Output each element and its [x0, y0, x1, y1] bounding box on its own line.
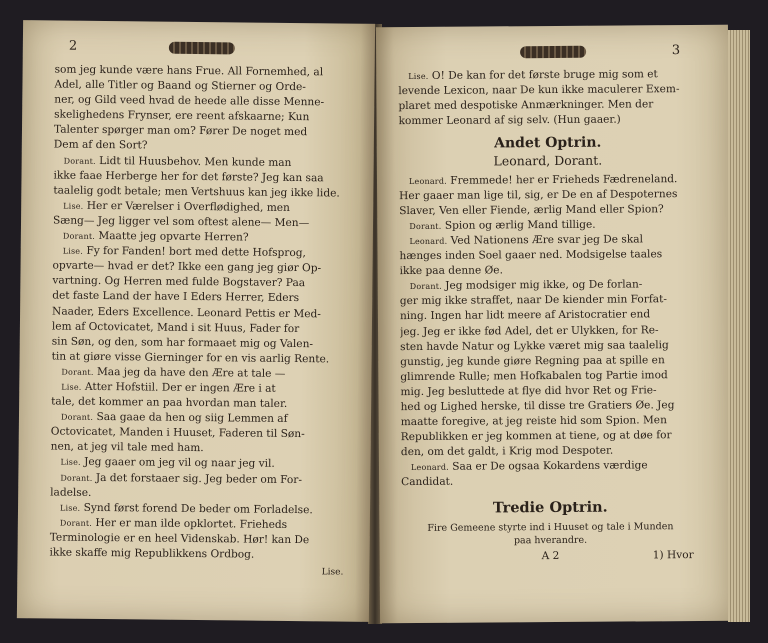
text-line [400, 292, 698, 309]
line-text: plaret med despotiske Anmærkninger. Men der [398, 98, 654, 113]
line-text: Jeg modsiger mig ikke, og De forlan- [445, 278, 643, 292]
line-text: Terminologie er en heel Videnskab. Hør! kan De [49, 531, 310, 547]
line-text: Ved Nationens Ære svar jeg De skal [450, 233, 643, 247]
line-text: glimrende Rulle; men Hofkabalen tog Partie imod [400, 368, 668, 383]
text-line [399, 187, 697, 204]
line-text: Maa jeg da have den Ære at tale — [96, 365, 286, 380]
line-text: Jeg gaaer om jeg vil og naar jeg vil. [84, 456, 275, 471]
line-text: Republikken er jeg kommen at tiene, og at døe for [400, 429, 672, 444]
line-text: Maatte jeg opvarte Herren? [98, 230, 249, 244]
speaker-name: Leonard. [408, 176, 447, 186]
line-text: levende Lexicon, naar De kun ikke maculerer Exem- [398, 83, 680, 98]
text-line [399, 247, 697, 264]
line-text: Saa gaae da hen og siig Lemmen af [96, 411, 288, 426]
page-edges [728, 30, 750, 622]
line-text: ikke faae Herberge her for det første? Jeg kan saa [53, 169, 324, 184]
line-text: Adel, alle Titler og Baand og Stierner og Orde- [54, 78, 306, 94]
line-text: maatte foregive, at jeg reiste hid som Spion. Men [400, 414, 667, 429]
line-text: tale, det kommer an paa hvordan man taler. [51, 395, 288, 411]
speaker-name: Lise. [62, 246, 84, 256]
line-text: skelighedens Frynser, ere reent afskaarne; Kun [54, 108, 310, 124]
speaker-name: Dorant. [59, 518, 93, 528]
line-text: hænges inden Soel gaaer ned. Modsigelse taales [399, 248, 663, 263]
stage-direction-line: paa hverandre. [513, 534, 588, 546]
line-text: Lidt til Huusbehov. Men kunde man [99, 154, 292, 169]
line-text: som jeg kunde være hans Frue. All Fornemhed, al [54, 63, 324, 79]
right-page-header [376, 41, 728, 69]
left-page-number: 2 [68, 38, 78, 54]
speaker-name: Dorant. [60, 473, 93, 483]
line-text: ning. Ingen har lidt meere af Aristocratier end [399, 308, 651, 323]
line-text: tin at giøre visse Gierninger for en vis aarlig Rente. [51, 350, 330, 366]
speaker-name: Leonard. [410, 463, 449, 473]
speaker-name: Dorant. [60, 412, 94, 423]
text-line [401, 428, 699, 445]
line-text: lem af Octovicatet, Mand i sit Huus, Fader for [51, 320, 300, 335]
speaker-name: Lise. [59, 503, 81, 513]
right-page-number: 3 [671, 43, 681, 59]
text-line [399, 202, 697, 219]
line-text: O! De kan for det første bruge mig som et [431, 68, 658, 82]
line-text: Her er Værelser i Overflødighed, men [86, 199, 290, 214]
text-line [400, 353, 698, 370]
stage-direction-line: Fire Gemeene styrte ind i Huuset og tale i Munden [427, 520, 674, 534]
line-text: det faste Land der have I Eders Herrer, Eders [52, 289, 300, 305]
line-text: Naader, Eders Excellence. Leonard Pettis er Med- [52, 304, 321, 320]
speaker-name: Dorant. [61, 367, 94, 377]
line-text: ikke skaffe mig Republikkens Ordbog. [49, 546, 255, 561]
line-text: sten havde Natur og Lykke været mig saa taalelig [400, 338, 669, 353]
line-text: Dem af den Sort? [53, 138, 148, 152]
line-text: Her gaaer man lige til, sig, er De en af Despoternes [399, 187, 678, 202]
line-text: hed og Lighed herske, til disse tre Gratiers Øe. Jeg [400, 399, 675, 414]
speaker-name: Dorant. [62, 231, 96, 241]
left-page [17, 20, 375, 622]
line-text: Octovicatet, Manden i Huuset, Faderen til Søn- [50, 425, 305, 441]
line-text: Talenter spørger man om? Fører De noget med [53, 123, 308, 139]
line-text: opvarte— hvad er det? Ikke een gang jeg giør Op- [52, 259, 322, 275]
scene-title-next: Tredie Optrin. [492, 498, 608, 516]
scene-title: Andet Optrin. [494, 135, 602, 152]
line-text: Fy for Fanden! bort med dette Hofsprog, [86, 244, 306, 260]
line-text: ladelse. [50, 486, 92, 499]
line-text: Atter Hofstiil. Der er ingen Ære i at [84, 380, 276, 395]
line-text: Saa er De ogsaa Kokardens værdige [452, 459, 648, 474]
catchword: 1) Hvor [652, 548, 694, 561]
scene-characters: Leonard, Dorant. [493, 153, 603, 169]
line-text: Sæng— Jeg ligger vel som oftest alene— Men— [52, 214, 310, 230]
speaker-name: Dorant. [63, 156, 96, 166]
right-page-text [376, 67, 731, 566]
left-page-footer [49, 563, 349, 582]
signature-mark: A 2 [541, 549, 560, 562]
speaker-name: Dorant. [409, 221, 442, 231]
speaker-name: Lise. [61, 382, 82, 392]
line-text: ner, og Gild veed hvad de heede alle disse Menne- [54, 93, 325, 109]
line-text: Fremmede! her er Frieheds Fædreneland. [450, 172, 678, 187]
left-page-header [23, 36, 375, 66]
speaker-name: Leonard. [409, 236, 448, 246]
left-page-text [17, 62, 374, 564]
line-text: ikke paa denne Øe. [399, 264, 503, 278]
text-line [401, 473, 699, 490]
line-text: ger mig ikke straffet, naar De kiender min Forfat- [399, 293, 667, 308]
line-text: sin Søn, og den, som har formaaet mig og Valen- [51, 335, 314, 350]
speaker-name: Lise. [408, 71, 429, 82]
line-text: Her er man ilde opklortet. Frieheds [95, 516, 288, 531]
line-text: Ja det forstaaer sig. Jeg beder om For- [95, 471, 303, 486]
line-text: vartning. Og Herren med fulde Bogstaver? Paa [52, 274, 306, 290]
speaker-name: Lise. [63, 201, 84, 211]
line-text: Slaver, Ven eller Fiende, ærlig Mand eller Spion? [399, 202, 664, 217]
line-text: jeg. Jeg er ikke fød Adel, det er Ulykken, for Re- [400, 323, 659, 338]
text-line [400, 322, 698, 339]
text-line [50, 470, 350, 488]
header-ornament [520, 46, 586, 58]
text-line [398, 97, 696, 114]
line-text: Candidat. [401, 476, 454, 489]
catchword: Lise. [321, 567, 344, 578]
line-text: mig. Jeg besluttede at flye did hvor Ret og Frie- [400, 384, 657, 398]
header-ornament [169, 42, 235, 55]
speaker-name: Dorant. [409, 282, 442, 292]
line-text: taalelig godt betale; men Vertshuus kan jeg ikke lide. [53, 184, 340, 200]
speaker-name: Lise. [60, 458, 81, 468]
text-line [400, 338, 698, 355]
line-text: nen, at jeg vil tale med ham. [50, 440, 204, 455]
text-line [399, 172, 697, 189]
line-text: Synd først forend De beder om Forladelse. [83, 501, 313, 516]
text-line [399, 112, 697, 129]
line-text: gunstig, jeg kunde giøre Regning paa at spille en [400, 353, 665, 368]
text-line [49, 545, 349, 563]
stage-direction [401, 520, 699, 548]
right-page-footer [402, 548, 700, 566]
line-text: den, om det galdt, i Krig mod Despoter. [400, 444, 614, 459]
right-page [376, 25, 732, 623]
line-text: Spion og ærlig Mand tillige. [444, 218, 596, 232]
line-text: kommer Leonard af sig selv. (Hun gaaer.) [398, 113, 621, 128]
